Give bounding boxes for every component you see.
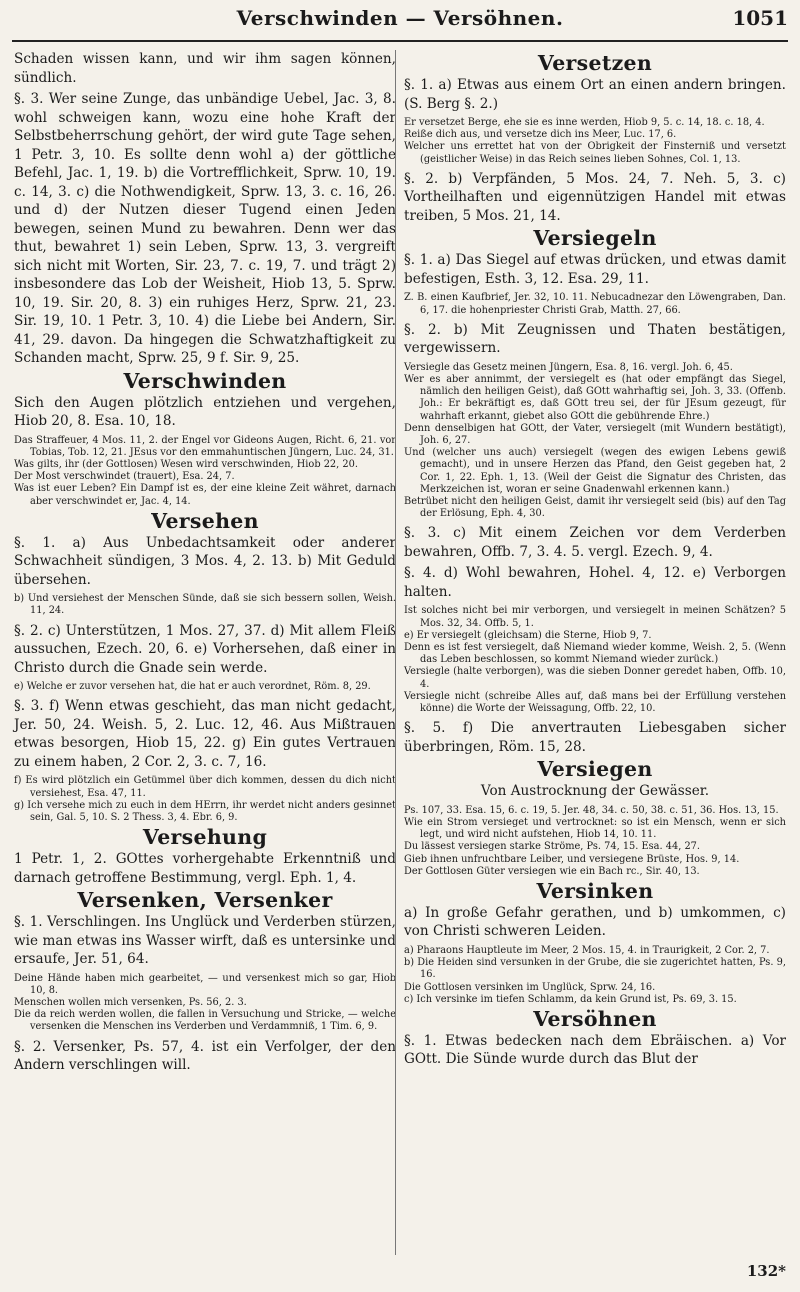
citation: Die da reich werden wollen, die fallen in Versuchung und Stricke, — welche versenken die Menschen ins Verderben und Verdammniß, 1 Tim. 6, 9. [14,1009,396,1033]
citation: Betrübet nicht den heiligen Geist, damit ihr versiegelt seid (bis) auf den Tag der Erlösung, Eph. 4, 30. [404,495,786,520]
citation: e) Er versiegelt (gleichsam) die Sterne, Hiob 9, 7. [404,629,652,641]
entry-heading-versetzen: Versetzen [537,51,653,75]
citation: Ist solches nicht bei mir verborgen, und versiegelt in meinen Schätzen? 5 Mos. 32, 34. Offb. 5, 1. [404,605,786,629]
citation: Die Gottlosen versinken im Unglück, Sprw. 24, 16. [404,981,656,993]
paragraph: §. 1. Verschlingen. Ins Unglück und Verderben stürzen, wie man etwas ins Wasser wirft, daß es untersinke und ersaufe, Jer. 51, 64. [14,914,396,968]
citation: Versiegle nicht (schreibe Alles auf, daß mans bei der Erfüllung verstehen könne) die Worte der Weissagung, Offb. 22, 10. [404,690,786,714]
paragraph: §. 1. a) Etwas aus einem Ort an einen andern bringen. (S. Berg §. 2.) [404,77,786,112]
citation: Versiegle das Gesetz meinen Jüngern, Esa. 8, 16. vergl. Joh. 6, 45. [404,361,733,373]
entry-heading-versinken: Versinken [536,878,654,903]
citation: Wie ein Strom versieget und vertrocknet: so ist ein Mensch, wenn er sich legt, und wird nicht aufstehen, Hiob 14, 10. 11. [404,816,786,841]
paragraph: §. 2. b) Mit Zeugnissen und Thaten bestätigen, vergewissern. [404,321,786,357]
citation: Er versetzet Berge, ehe sie es inne werden, Hiob 9, 5. c. 14, 18. c. 18, 4. [404,117,765,128]
citation: Gieb ihnen unfruchtbare Leiber, und versiegene Brüste, Hos. 9, 14. [404,853,740,865]
citation: Der Gottlosen Güter versiegen wie ein Bach rc., Sir. 40, 13. [404,865,700,877]
paragraph: Sich den Augen plötzlich entziehen und vergehen, Hiob 20, 8. Esa. 10, 18. [14,394,396,429]
paragraph: §. 3. f) Wenn etwas geschieht, das man nicht gedacht, Jer. 50, 24. Weish. 5, 2. Luc. 12, 46. Aus Mißtrauen etwas besorgen, Hiob 15, 22. g) Ein gutes Vertrauen zu einem haben, 2 Cor. 2, 3. c. 7, 16. [14,698,396,770]
citation: Was ist euer Leben? Ein Dampf ist es, der eine kleine Zeit währet, darnach aber verschwindet er, Jac. 4, 14. [14,483,396,507]
paragraph: §. 1. a) Aus Unbedachtsamkeit oder anderer Schwachheit sündigen, 3 Mos. 4, 2. 13. b) Mit Geduld übersehen. [14,534,396,588]
entry-heading-versiegen: Versiegen [537,757,653,782]
column-separator [395,50,396,1255]
paragraph: §. 1. a) Das Siegel auf etwas drücken, und etwas damit befestigen, Esth. 3, 12. Esa. 29, 11. [404,252,786,287]
entry-heading-versenken: Versenken, Versenker [77,888,333,913]
paragraph: Schaden wissen kann, und wir ihm sagen können, sündlich. [14,51,396,86]
entry-heading-versiegeln: Versiegeln [533,226,657,251]
citation: b) Die Heiden sind versunken in der Grube, die sie zugerichtet hatten, Ps. 9, 16. [404,957,786,981]
citation: Reiße dich aus, und versetze dich ins Meer, Luc. 17, 6. [404,129,677,141]
paragraph: §. 3. Wer seine Zunge, das unbändige Uebel, Jac. 3, 8. wohl schweigen kann, wozu eine hohe Kraft der Selbstbeherrschung gehört, der wird gute Tage sehen, 1 Petr. 3, 10. Es sollte denn wohl a) der göttliche Befehl, Jac. 1, 19. b) die Vortrefflichkeit, Sprw. 10, 19. c. 14, 3. c) die Nothwendigkeit, Sprw. 13, 3. c. 16, 26. und d) der Nutzen dieser Tugend einen Jeden bewegen, seinen Mund zu bewahren. Denn wer das thut, bewahret 1) sein Leben, Sprw. 13, 3. vergreift sich nicht mit Worten, Sir. 23, 7. c. 19, 7. und trägt 2) insbesondere das Lob der Weisheit, Hiob 13, 5. Sprw. 10, 19. Sir. 20, 8. 3) ein ruhiges Herz, Sprw. 21, 23. Sir. 19, 10. 1 Petr. 3, 10. 4) die Liebe bei Andern, Sir. 41, 29. davon. Da hingegen die Schwatzhaftigkeit zu Schanden macht, Sprw. 25, 9 f. Sir. 9, 25. [14,91,396,366]
paragraph: §. 2. c) Unterstützen, 1 Mos. 27, 37. d) Mit allem Fleiß aussuchen, Ezech. 20, 6. e) Vorhersehen, daß einer in Christo durch die Gnade sein werde. [14,622,396,676]
citation: Welcher uns errettet hat von der Obrigkeit der Finsterniß und versetzt (geistlicher Weise) in das Reich seines lieben Sohnes, Col. 1, 13. [404,141,786,165]
citation: Denn es ist fest versiegelt, daß Niemand wieder komme, Weish. 2, 5. (Wenn das Leben beschlossen, so kommt Niemand wieder zurück.) [404,641,786,666]
paragraph: §. 2. Versenker, Ps. 57, 4. ist ein Verfolger, der den Andern verschlingen will. [14,1038,396,1074]
citation: Wer es aber annimmt, der versiegelt es (hat oder empfängt das Siegel, nämlich den heiligen Geist), daß GOtt wahrhaftig sei, Joh. 3, 33. (Offenb. Joh.: Er bekräftigt es, daß GOtt treu sei, der für JEsum gezeugt, für wahrhaft erkannt, giebet also GOtt die gebührende Ehre.) [404,373,786,422]
entry-heading-versoehnen: Versöhnen [533,1006,657,1031]
right-column [404,50,786,1069]
entry-heading-verschwinden: Verschwinden [123,368,287,393]
citation: c) Ich versinke im tiefen Schlamm, da kein Grund ist, Ps. 69, 3. 15. [404,993,737,1005]
paragraph: §. 4. d) Wohl bewahren, Hohel. 4, 12. e) Verborgen halten. [404,565,786,600]
citation: Menschen wollen mich versenken, Ps. 56, 2. 3. [14,997,247,1009]
paragraph: a) In große Gefahr gerathen, und b) umkommen, c) von Christi schweren Leiden. [404,904,786,940]
paragraph: §. 5. f) Die anvertrauten Liebesgaben sicher überbringen, Röm. 15, 28. [404,720,786,755]
citation: Du lässest versiegen starke Ströme, Ps. 74, 15. Esa. 44, 27. [404,841,701,853]
citation: Deine Hände haben mich gearbeitet, — und versenkest mich so gar, Hiob 10, 8. [14,972,396,996]
citation: e) Welche er zuvor versehen hat, die hat er auch verordnet, Röm. 8, 29. [14,681,371,693]
paragraph: §. 2. b) Verpfänden, 5 Mos. 24, 7. Neh. 5, 3. c) Vortheilhaften und eigennützigen Handel mit etwas treiben, 5 Mos. 21, 14. [404,170,786,224]
citation: Versiegle (halte verborgen), was die sieben Donner geredet haben, Offb. 10, 4. [404,666,786,690]
running-head: Verschwinden — Versöhnen. [236,6,564,30]
left-column [14,50,396,1075]
citation: b) Und versiehest der Menschen Sünde, daß sie sich bessern sollen, Weish. 11, 24. [14,593,396,617]
citation: Ps. 107, 33. Esa. 15, 6. c. 19, 5. Jer. 48, 34. c. 50, 38. c. 51, 36. Hos. 13, 15. [404,804,779,816]
citation: Z. B. einen Kaufbrief, Jer. 32, 10. 11. Nebucadnezar den Löwengraben, Dan. 6, 17. die hohenpriester Christi Grab, Matth. 27, 66. [404,292,786,316]
citation: a) Pharaons Hauptleute im Meer, 2 Mos. 15, 4. in Traurigkeit, 2 Cor. 2, 7. [404,944,770,956]
paragraph: §. 3. c) Mit einem Zeichen vor dem Verderben bewahren, Offb. 7, 3. 4. 5. vergl. Ezech. 9, 4. [404,525,786,560]
paragraph: Von Austrocknung der Gewässer. [480,783,710,800]
entry-heading-versehen: Versehen [151,508,259,533]
citation: f) Es wird plötzlich ein Getümmel über dich kommen, dessen du dich nicht versiehest, Esa. 47, 11. [14,775,396,799]
header-rule [12,40,788,42]
entry-heading-versehung: Versehung [142,825,268,850]
citation: Und (welcher uns auch) versiegelt (wegen des ewigen Lebens gewiß gemacht), und in unsere Herzen das Pfand, den Geist gegeben hat, 2 Cor. 1, 22. Eph. 1, 13. (Weil der Geist die Signatur des Christen, das Merkzeichen ist, woran er seine Gnadenwahl erkennen kann.) [404,447,786,495]
citation: Was gilts, ihr (der Gottlosen) Wesen wird verschwinden, Hiob 22, 20. [14,458,358,470]
paragraph: §. 1. Etwas bedecken nach dem Ebräischen. a) Vor GOtt. Die Sünde wurde durch das Blut der [404,1032,786,1068]
signature-mark: 132* [746,1262,786,1280]
citation: Das Straffeuer, 4 Mos. 11, 2. der Engel vor Gideons Augen, Richt. 6, 21. vor Tobias, Tob. 12, 21. JEsus vor den emmahuntischen Jüngern, Luc. 24, 31. [14,434,396,458]
paragraph: 1 Petr. 1, 2. GOttes vorhergehabte Erkenntniß und darnach getroffene Bestimmung, vergl. Eph. 1, 4. [14,851,396,886]
citation: Denn denselbigen hat GOtt, der Vater, versiegelt (mit Wundern bestätigt), Joh. 6, 27. [404,422,786,446]
page-number: 1051 [732,6,788,30]
citation: Der Most verschwindet (trauert), Esa. 24, 7. [14,471,235,483]
citation: g) Ich versehe mich zu euch in dem HErrn, ihr werdet nicht anders gesinnet sein, Gal. 5, 10. S. 2 Thess. 3, 4. Ebr. 6, 9. [14,799,396,823]
